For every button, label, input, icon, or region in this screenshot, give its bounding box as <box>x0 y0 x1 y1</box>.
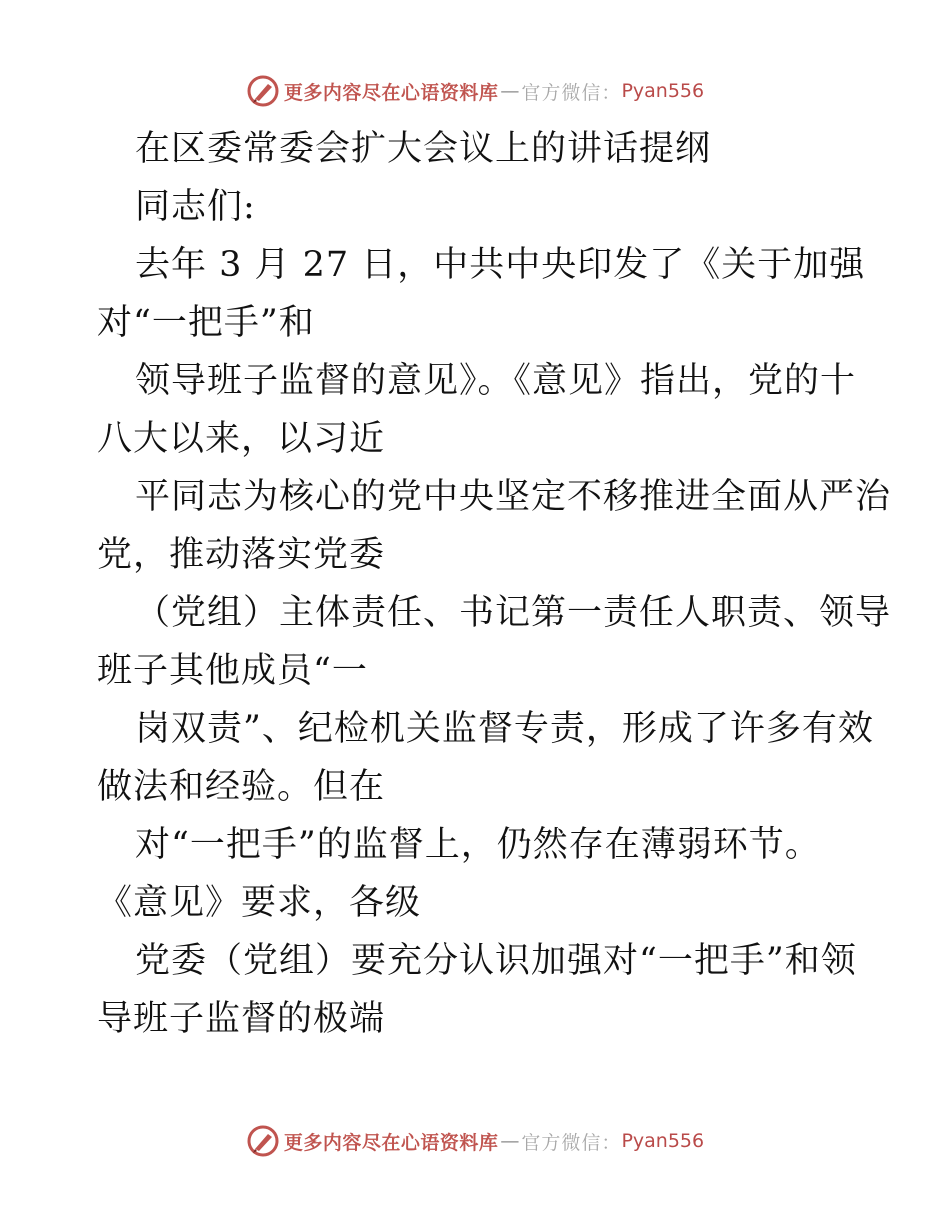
footer-watermark <box>0 1121 950 1161</box>
paragraph-line: 八大以来，以习近 <box>97 419 386 459</box>
watermark-wechat-label: 官方微信： <box>521 81 622 104</box>
paragraph-line: 党委（党组）要充分认识加强对“一把手”和领 <box>135 941 857 981</box>
paragraph-line: 班子其他成员“一 <box>97 651 368 691</box>
watermark-separator: — <box>500 80 520 102</box>
paragraph-line: 平同志为核心的党中央坚定不移推进全面从严治 <box>135 477 892 517</box>
paragraph-line: 《意见》要求，各级 <box>97 883 422 923</box>
watermark-wechat-label: 官方微信： <box>521 1131 622 1154</box>
watermark-separator: — <box>500 1130 520 1152</box>
paragraph-line: 党，推动落实党委 <box>97 535 386 575</box>
paragraph-line: 对“一把手”和 <box>97 303 315 343</box>
quill-pen-logo-icon <box>246 74 280 108</box>
watermark-main-text: 更多内容尽在心语资料库 <box>283 81 499 104</box>
watermark-wechat-id: Pyan556 <box>621 80 705 102</box>
header-watermark <box>0 71 950 111</box>
quill-pen-logo-icon <box>246 1124 280 1158</box>
document-body <box>97 120 892 1048</box>
paragraph-line: 对“一把手”的监督上，仍然存在薄弱环节。 <box>135 825 821 865</box>
paragraph-line: 领导班子监督的意见》。《意见》指出，党的十 <box>135 361 857 401</box>
paragraph-line: （党组）主体责任、书记第一责任人职责、领导 <box>135 593 892 633</box>
document-title: 在区委常委会扩大会议上的讲话提纲 <box>135 129 712 169</box>
salutation: 同志们: <box>135 187 256 227</box>
paragraph-line: 导班子监督的极端 <box>97 999 386 1039</box>
paragraph-line: 去年 3 月 27 日，中共中央印发了《关于加强 <box>135 245 866 285</box>
paragraph-line: 做法和经验。但在 <box>97 767 386 807</box>
paragraph-line: 岗双责”、纪检机关监督专责，形成了许多有效 <box>135 709 874 749</box>
watermark-wechat-id: Pyan556 <box>621 1130 705 1152</box>
watermark-main-text: 更多内容尽在心语资料库 <box>283 1131 499 1154</box>
